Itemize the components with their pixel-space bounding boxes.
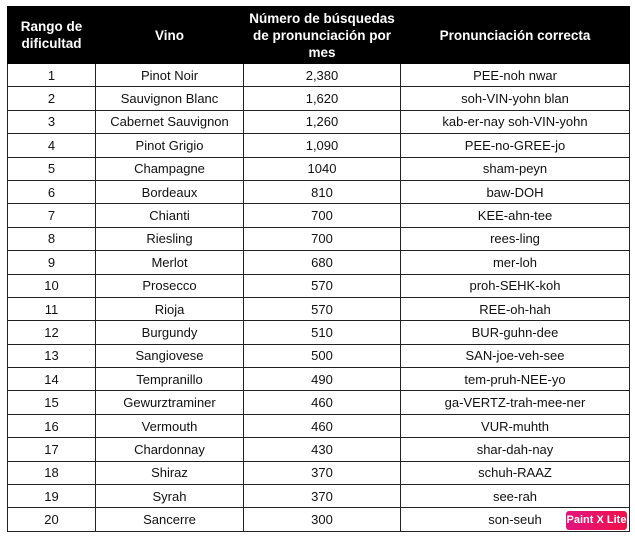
wine-cell: Bordeaux	[96, 180, 244, 203]
pronunciation-cell: sham-peyn	[401, 157, 630, 180]
table-row	[8, 297, 630, 320]
table-row	[8, 485, 630, 508]
pronunciation-cell: soh-VIN-yohn blan	[401, 87, 630, 110]
wine-cell: Champagne	[96, 157, 244, 180]
rank-cell: 6	[8, 180, 96, 203]
searches-cell: 700	[244, 227, 401, 250]
pronunciation-cell: rees-ling	[401, 227, 630, 250]
wine-cell: Rioja	[96, 297, 244, 320]
searches-cell: 430	[244, 438, 401, 461]
rank-cell: 7	[8, 204, 96, 227]
pronunciation-cell: KEE-ahn-tee	[401, 204, 630, 227]
table-row	[8, 64, 630, 87]
rank-cell: 2	[8, 87, 96, 110]
wine-cell: Sauvignon Blanc	[96, 87, 244, 110]
rank-cell: 5	[8, 157, 96, 180]
wine-cell: Merlot	[96, 251, 244, 274]
rank-cell: 10	[8, 274, 96, 297]
table-row	[8, 438, 630, 461]
pronunciation-cell: proh-SEHK-koh	[401, 274, 630, 297]
wine-cell: Shiraz	[96, 461, 244, 484]
table-row	[8, 391, 630, 414]
header-monthly-searches: Número de búsquedas de pronunciación por mes	[244, 7, 401, 64]
searches-cell: 2,380	[244, 64, 401, 87]
wine-cell: Cabernet Sauvignon	[96, 110, 244, 133]
table-row	[8, 227, 630, 250]
pronunciation-cell: ga-VERTZ-trah-mee-ner	[401, 391, 630, 414]
rank-cell: 20	[8, 508, 96, 531]
searches-cell: 680	[244, 251, 401, 274]
wine-cell: Chianti	[96, 204, 244, 227]
watermark-badge: Paint X Lite	[566, 511, 627, 530]
wine-cell: Burgundy	[96, 321, 244, 344]
table-row	[8, 204, 630, 227]
wine-cell: Sangiovese	[96, 344, 244, 367]
rank-cell: 3	[8, 110, 96, 133]
wine-cell: Prosecco	[96, 274, 244, 297]
searches-cell: 1040	[244, 157, 401, 180]
searches-cell: 300	[244, 508, 401, 531]
table-row	[8, 134, 630, 157]
searches-cell: 570	[244, 274, 401, 297]
rank-cell: 9	[8, 251, 96, 274]
rank-cell: 18	[8, 461, 96, 484]
table-row	[8, 274, 630, 297]
searches-cell: 370	[244, 461, 401, 484]
rank-cell: 14	[8, 368, 96, 391]
table-row	[8, 414, 630, 437]
wine-cell: Pinot Grigio	[96, 134, 244, 157]
header-pronunciation: Pronunciación correcta	[401, 7, 630, 64]
table-row	[8, 251, 630, 274]
header-wine: Vino	[96, 7, 244, 64]
rank-cell: 15	[8, 391, 96, 414]
pronunciation-cell: son-seuh	[401, 508, 630, 531]
wine-cell: Tempranillo	[96, 368, 244, 391]
pronunciation-cell: kab-er-nay soh-VIN-yohn	[401, 110, 630, 133]
rank-cell: 12	[8, 321, 96, 344]
pronunciation-cell: baw-DOH	[401, 180, 630, 203]
searches-cell: 370	[244, 485, 401, 508]
table-row	[8, 157, 630, 180]
pronunciation-cell: mer-loh	[401, 251, 630, 274]
wine-cell: Gewurztraminer	[96, 391, 244, 414]
wine-cell: Pinot Noir	[96, 64, 244, 87]
table-row	[8, 321, 630, 344]
searches-cell: 1,620	[244, 87, 401, 110]
searches-cell: 500	[244, 344, 401, 367]
pronunciation-cell: VUR-muhth	[401, 414, 630, 437]
pronunciation-cell: PEE-no-GREE-jo	[401, 134, 630, 157]
pronunciation-cell: schuh-RAAZ	[401, 461, 630, 484]
searches-cell: 1,260	[244, 110, 401, 133]
rank-cell: 8	[8, 227, 96, 250]
searches-cell: 490	[244, 368, 401, 391]
wine-cell: Sancerre	[96, 508, 244, 531]
searches-cell: 460	[244, 391, 401, 414]
table-row	[8, 508, 630, 531]
pronunciation-cell: PEE-noh nwar	[401, 64, 630, 87]
table-row	[8, 344, 630, 367]
searches-cell: 460	[244, 414, 401, 437]
pronunciation-cell: REE-oh-hah	[401, 297, 630, 320]
rank-cell: 16	[8, 414, 96, 437]
pronunciation-cell: shar-dah-nay	[401, 438, 630, 461]
pronunciation-cell: tem-pruh-NEE-yo	[401, 368, 630, 391]
pronunciation-cell: see-rah	[401, 485, 630, 508]
pronunciation-cell: BUR-guhn-dee	[401, 321, 630, 344]
rank-cell: 13	[8, 344, 96, 367]
rank-cell: 1	[8, 64, 96, 87]
searches-cell: 1,090	[244, 134, 401, 157]
header-row	[8, 7, 630, 64]
wine-cell: Riesling	[96, 227, 244, 250]
header-difficulty-rank: Rango de dificultad	[8, 7, 96, 64]
wine-pronunciation-table	[7, 6, 630, 532]
table-row	[8, 87, 630, 110]
searches-cell: 510	[244, 321, 401, 344]
searches-cell: 810	[244, 180, 401, 203]
searches-cell: 570	[244, 297, 401, 320]
rank-cell: 4	[8, 134, 96, 157]
rank-cell: 11	[8, 297, 96, 320]
rank-cell: 17	[8, 438, 96, 461]
pronunciation-cell: SAN-joe-veh-see	[401, 344, 630, 367]
table-row	[8, 368, 630, 391]
table-row	[8, 110, 630, 133]
wine-cell: Syrah	[96, 485, 244, 508]
wine-cell: Vermouth	[96, 414, 244, 437]
wine-cell: Chardonnay	[96, 438, 244, 461]
table-row	[8, 461, 630, 484]
rank-cell: 19	[8, 485, 96, 508]
searches-cell: 700	[244, 204, 401, 227]
table-row	[8, 180, 630, 203]
